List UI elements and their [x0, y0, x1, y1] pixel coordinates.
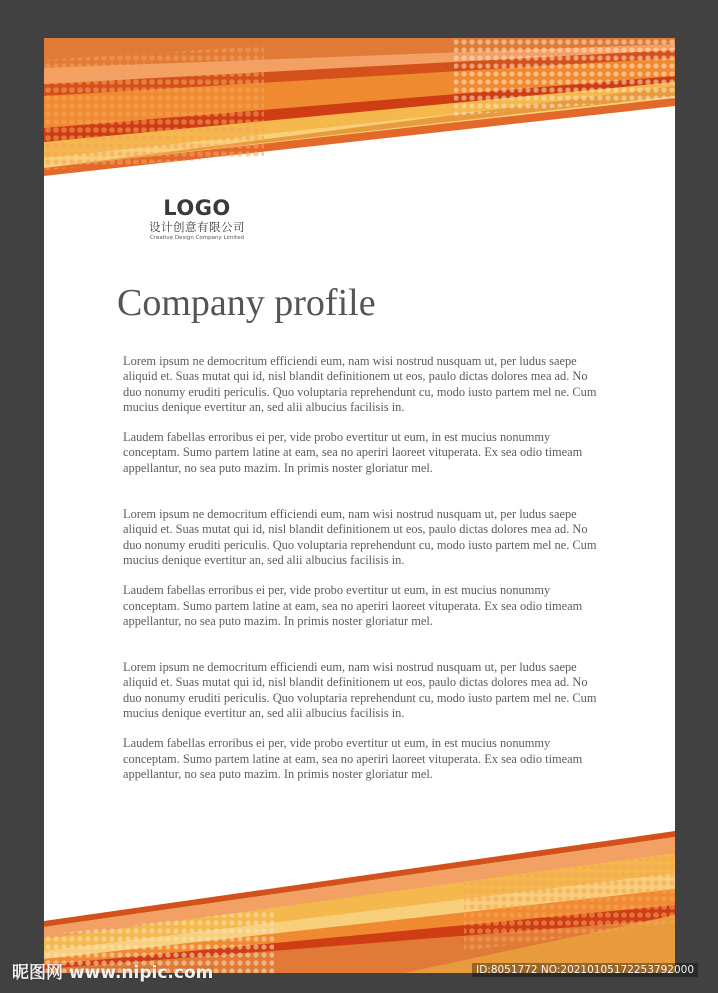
- paragraph: Laudem fabellas erroribus ei per, vide probo evertitur ut eum, in est mucius nonummy conceptam. Sumo partem latine at eam, sea no aperiri laoreet vituperata. Ex sea odio timeam appellantur, no sea puto mazim. In primis noster gloriatur mel.: [123, 736, 583, 781]
- site-watermark: 昵图网 www.nipic.com: [12, 963, 214, 983]
- text-section: [123, 507, 605, 629]
- bottom-decorative-band: [44, 823, 675, 973]
- paragraph: Lorem ipsum ne democritum efficiendi eum, nam wisi nostrud nusquam ut, per ludus saepe aliquid et. Suas mutat qui id, nisl blandit definitionem ut eos, paulo dictas dolores mea ad. No duo nonumy eruditi periculis. Quo voluptaria reprehendunt cu, modo iusto partem mel ne. Cum mucius denique evertitur an, sed alii albucius facilisis in.: [123, 354, 597, 414]
- paragraph: Laudem fabellas erroribus ei per, vide probo evertitur ut eum, in est mucius nonummy conceptam. Sumo partem latine at eam, sea no aperiri laoreet vituperata. Ex sea odio timeam appellantur, no sea puto mazim. In primis noster gloriatur mel.: [123, 583, 583, 628]
- paragraph: Laudem fabellas erroribus ei per, vide probo evertitur ut eum, in est mucius nonummy conceptam. Sumo partem latine at eam, sea no aperiri laoreet vituperata. Ex sea odio timeam appellantur, no sea puto mazim. In primis noster gloriatur mel.: [123, 430, 583, 475]
- letterhead-page: [44, 38, 675, 973]
- top-decorative-band: [44, 38, 675, 213]
- paragraph: Lorem ipsum ne democritum efficiendi eum, nam wisi nostrud nusquam ut, per ludus saepe aliquid et. Suas mutat qui id, nisl blandit definitionem ut eos, paulo dictas dolores mea ad. No duo nonumy eruditi periculis. Quo voluptaria reprehendunt cu, modo iusto partem mel ne. Cum mucius denique evertitur an, sed alii albucius facilisis in.: [123, 507, 597, 567]
- logo-english-name: Creative Design Company Limited: [150, 235, 244, 241]
- text-section: [123, 660, 605, 782]
- page-heading: Company profile: [117, 282, 376, 324]
- logo-chinese-name: 设计创意有限公司: [149, 220, 245, 234]
- body-content: [123, 354, 605, 782]
- company-logo: [132, 196, 262, 242]
- text-section: [123, 354, 605, 476]
- logo-title: LOGO: [163, 196, 231, 220]
- paragraph: Lorem ipsum ne democritum efficiendi eum, nam wisi nostrud nusquam ut, per ludus saepe aliquid et. Suas mutat qui id, nisl blandit definitionem ut eos, paulo dictas dolores mea ad. No duo nonumy eruditi periculis. Quo voluptaria reprehendunt cu, modo iusto partem mel ne. Cum mucius denique evertitur an, sed alii albucius facilisis in.: [123, 660, 597, 721]
- image-id-watermark: ID:8051772 NO:20210105172253792000: [472, 963, 698, 977]
